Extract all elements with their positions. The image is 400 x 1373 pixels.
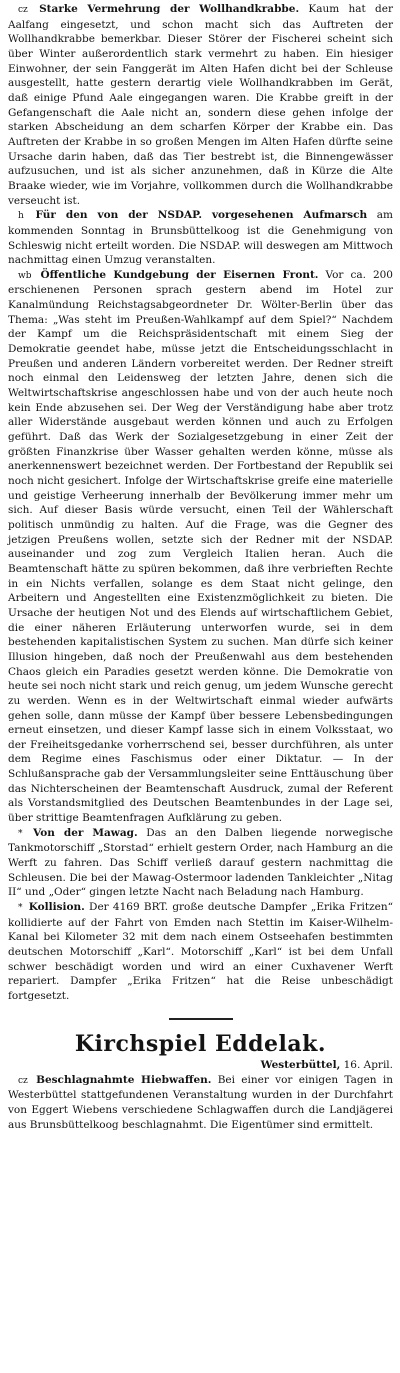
article-title: Starke Vermehrung der Wollhandkrabbe. [39,3,300,15]
section-divider [169,1018,233,1020]
dateline [8,1058,393,1073]
article-body: Das an den Dalben liegende norwegische Tankmotorschiff „Storstad“ erhielt gestern Order, nach Hamburg an die Werft zu fahren. Das Schiff verließ darauf gestern nachmittag die Schleusen. Die bei der Mawag-Ostermoor ladenden Tankleichter „Nitag II“ und „Oder“ gingen letzte Nacht nach Beladung nach Hamburg. [8,826,394,899]
author-mark: cz [18,1075,28,1086]
dateline-place: Westerbüttel, [260,1058,341,1071]
article-body: Vor ca. 200 erschienenen Personen sprach gestern abend im Hotel zur Kanalmündung Reichstagsabgeordneter Dr. Wölter-Berlin über das Thema: „Was steht im Preußen-Wahlkampf auf dem Spiel?“ Nachdem der Kampf um die Reichspräsidentschaft mit einem Sieg der Demokratie geendet habe, müsse jetzt die Entscheidungsschlacht in Preußen und anderen Ländern vorbereitet werden. Der Redner streift noch einmal den Leidensweg der letzten Jahre, denen sich die Weltwirtschaftskrise angeschlossen habe und von der auch heute noch kein Ende abzusehen sei. Der Weg der Verständigung habe aber trotz aller Widerstände ausgebaut werden können und auch zu Erfolgen geführt. Daß das Werk der Sozialgesetzgebung in einer Zeit der größten Finanzkrise über Wasser gehalten werden könne, müsse als anerkennenswert bezeichnet werden. Der Fortbestand der Republik sei noch nicht gesichert. Infolge der Wirtschaftskrise greife eine materielle und geistige Verheerung innerhalb der Bevölkerung immer mehr um sich. Auf dieser Basis würde versucht, einen Teil der Wählerschaft politisch unmündig zu halten. Auf die Frage, was die Gegner des jetzigen Preußens wollen, setzte sich der Redner mit der NSDAP. auseinander und zog zum Vergleich Italien heran. Auch die Beamtenschaft hätte zu spüren bekommen, daß ihre verbrieften Rechte in ein Nichts verfallen, solange es dem Staat nicht gelinge, den Arbeitern und Angestellten eine Existenzmöglichkeit zu bieten. Die Ursache der heutigen Not und des Elends auf wirtschaftlichem Gebiet, die einer näheren Erläuterung unterworfen wurde, sei in dem bestehenden kapitalistischen System zu suchen. Man dürfe sich keiner Illusion hingeben, daß noch der Preußenwahl aus dem bestehenden Chaos gleich ein Paradies gesetzt werden könne. Die Demokratie von heute sei noch nicht stark und reich genug, um jedem Wunsche gerecht zu werden. Wenn es in der Weltwirtschaft einmal wieder aufwärts gehen solle, dann müsse der Kampf über bessere Lebensbedingungen erneut einsetzen, und dieser Kampf lasse sich in einem Volksstaat, wo der Freiheitsgedanke vorherrschend sei, besser durchführen, als unter dem Regime eines Faschismus oder einer Diktatur. — In der Schlußansprache gab der Versammlungsleiter seine Enttäuschung über das Nichterscheinen der Beamtenschaft Ausdruck, zumal der Referent als Vorstandsmitglied des Deutschen Beamtenbundes in der Lage sei, über strittige Beamtenfragen Aufklärung zu geben. [8,268,393,825]
section-heading: Kirchspiel Eddelak. [74,1030,327,1057]
article-nsdap-march [8,208,393,268]
author-mark: * [18,903,23,914]
article-body: Bei einer vor einigen Tagen in Westerbüttel stattgefundenen Veranstaltung wurden in der Durchfahrt von Eggert Wiebens verschiedene Schlagwaffen durch die Landjägerei aus Brunsbüttelkoog beschlagnahmt. Die Eigentümer sind ermittelt. [8,1073,393,1131]
article-body: Der 4169 BRT. große deutsche Dampfer „Erika Fritzen“ kollidierte auf der Fahrt von Emden nach Stettin im Kaiser-Wilhelm-Kanal bei Kilometer 32 mit dem nach einem Ostseehafen bestimmten deutschen Motorschiff „Karl“. Motorschiff „Karl“ ist bei dem Unfall schwer beschädigt worden und wird an einer Cuxhavener Werft repariert. Dampfer „Erika Fritzen“ hat die Reise unbeschädigt fortgesetzt. [8,901,394,1002]
article-iron-front [8,268,393,826]
author-mark: * [18,828,23,839]
article-body: am kommenden Sonntag in Brunsbüttelkoog ist die Genehmigung von Schleswig nicht erteilt worden. Die NSDAP. will deswegen am Mittwoch nachmittag einen Umzug veranstalten. [8,209,393,267]
article-title: Kollision. [28,901,85,914]
article-title: Für den von der NSDAP. vorgesehenen Aufmarsch [35,209,368,222]
article-title: Von der Mawag. [33,826,138,839]
author-mark: wb [18,270,32,281]
article-collision [8,900,393,1004]
article-body: Kaum hat der Aalfang eingesetzt, und schon macht sich das Auftreten der Wollhandkrabbe bemerkbar. Dieser Störer der Fischerei scheint sich über Winter außerordentlich stark vermehrt zu haben. Ein hiesiger Einwohner, der sein Fanggerät im Alten Hafen dicht bei der Schleuse ausgestellt, hatte gestern derartig viele Wollhandkrabben im Gerät, daß einige Pfund Aale eingegangen waren. Die Krabbe greift in der Gefangenschaft die Aale nicht an, sondern diese gehen infolge der starken Abscheidung an dem scharfen Körper der Krabbe ein. Das Auftreten der Krabbe in so großen Mengen im Alten Hafen dürfte seine Ursache darin haben, daß das Tier bestrebt ist, die Binnengewässer aufzusuchen, und ist als sicher anzunehmen, daß in Kürze die Alte Braake wieder, wie im Vorjahre, vollkommen durch die Wollhandkrabbe verseucht ist. [8,3,393,207]
article-title: Beschlagnahmte Hiebwaffen. [36,1073,212,1086]
author-mark: cz [18,5,28,15]
article-mawag [8,826,393,900]
article-title: Öffentliche Kundgebung der Eisernen Front. [40,268,319,281]
author-mark: h [18,211,24,222]
dateline-date: 16. April. [343,1058,393,1071]
article-confiscated-weapons [8,1073,393,1133]
article-crab [8,2,393,208]
